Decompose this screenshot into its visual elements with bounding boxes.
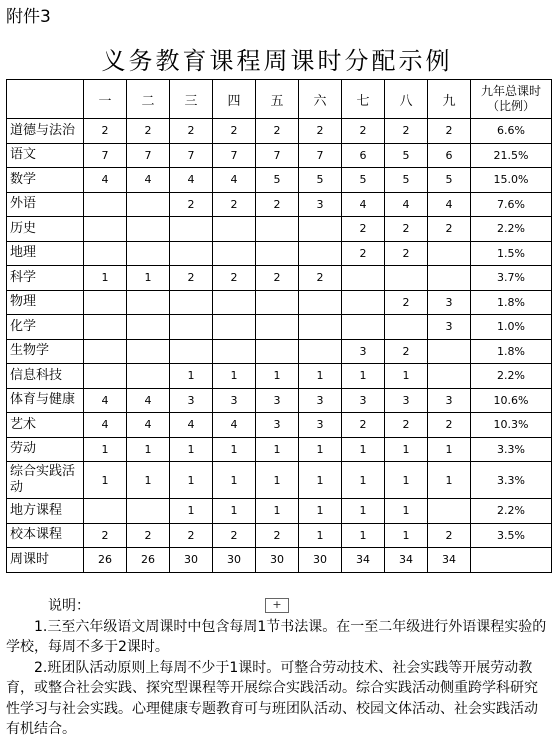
- percentage-cell: 3.7%: [471, 266, 552, 291]
- hours-cell: 2: [385, 119, 428, 144]
- hours-cell: 1: [299, 462, 342, 499]
- page-title: 义务教育课程周课时分配示例: [101, 47, 453, 75]
- percentage-cell: 10.3%: [471, 413, 552, 438]
- hours-cell: [428, 266, 471, 291]
- hours-cell: 1: [299, 364, 342, 389]
- hours-cell: 30: [256, 548, 299, 573]
- subject-cell: 劳动: [7, 437, 84, 462]
- hours-cell: [84, 241, 127, 266]
- hours-cell: 2: [256, 119, 299, 144]
- hours-cell: 4: [127, 413, 170, 438]
- hours-cell: 5: [385, 168, 428, 193]
- percentage-cell: 2.2%: [471, 499, 552, 524]
- table-row: [7, 462, 552, 499]
- hours-cell: [342, 290, 385, 315]
- subject-cell: 科学: [7, 266, 84, 291]
- hours-cell: 1: [256, 462, 299, 499]
- hours-cell: [299, 339, 342, 364]
- hours-cell: [84, 499, 127, 524]
- table-row: [7, 437, 552, 462]
- percentage-cell: 15.0%: [471, 168, 552, 193]
- hours-cell: 3: [299, 192, 342, 217]
- hours-cell: 7: [256, 143, 299, 168]
- hours-cell: 34: [385, 548, 428, 573]
- hours-cell: 3: [256, 413, 299, 438]
- subject-cell: 化学: [7, 315, 84, 340]
- hours-cell: [256, 315, 299, 340]
- hours-cell: 2: [342, 413, 385, 438]
- hours-cell: 4: [428, 192, 471, 217]
- hours-cell: 2: [213, 266, 256, 291]
- hours-cell: [84, 339, 127, 364]
- percentage-cell: 6.6%: [471, 119, 552, 144]
- grade-header: 二: [127, 80, 170, 119]
- hours-cell: [342, 266, 385, 291]
- hours-cell: [127, 499, 170, 524]
- hours-cell: 3: [342, 339, 385, 364]
- hours-cell: 26: [127, 548, 170, 573]
- hours-cell: 4: [342, 192, 385, 217]
- grade-header: 一: [84, 80, 127, 119]
- hours-cell: 34: [342, 548, 385, 573]
- hours-cell: 2: [428, 119, 471, 144]
- hours-cell: 1: [342, 364, 385, 389]
- subject-cell: 校本课程: [7, 523, 84, 548]
- hours-cell: 2: [428, 523, 471, 548]
- table-row: [7, 290, 552, 315]
- hours-cell: 1: [84, 437, 127, 462]
- hours-cell: 1: [170, 499, 213, 524]
- hours-cell: [213, 339, 256, 364]
- hours-cell: [256, 241, 299, 266]
- table-row: [7, 192, 552, 217]
- subject-cell: 数学: [7, 168, 84, 193]
- hours-cell: [256, 217, 299, 242]
- hours-cell: 1: [170, 437, 213, 462]
- subject-cell: 历史: [7, 217, 84, 242]
- grade-header: 九: [428, 80, 471, 119]
- hours-cell: 1: [84, 266, 127, 291]
- hours-cell: 3: [428, 290, 471, 315]
- hours-cell: 1: [342, 462, 385, 499]
- hours-cell: 3: [428, 315, 471, 340]
- hours-cell: 1: [213, 462, 256, 499]
- hours-cell: 1: [170, 462, 213, 499]
- hours-cell: [299, 241, 342, 266]
- subject-cell: 语文: [7, 143, 84, 168]
- percentage-cell: 1.8%: [471, 290, 552, 315]
- hours-cell: [299, 217, 342, 242]
- hours-cell: 4: [170, 168, 213, 193]
- hours-cell: 4: [127, 388, 170, 413]
- hours-cell: 7: [127, 143, 170, 168]
- hours-cell: 3: [299, 388, 342, 413]
- percentage-cell: 7.6%: [471, 192, 552, 217]
- hours-cell: 2: [170, 266, 213, 291]
- hours-cell: 30: [299, 548, 342, 573]
- hours-cell: 1: [256, 437, 299, 462]
- hours-cell: 1: [170, 364, 213, 389]
- table-row: [7, 266, 552, 291]
- percentage-cell: 3.3%: [471, 437, 552, 462]
- table-row: [7, 339, 552, 364]
- hours-cell: 3: [428, 388, 471, 413]
- hours-cell: [170, 339, 213, 364]
- hours-cell: 4: [213, 168, 256, 193]
- subject-cell: 综合实践活动: [7, 462, 84, 499]
- hours-cell: 1: [213, 437, 256, 462]
- hours-cell: [428, 364, 471, 389]
- percentage-cell: 2.2%: [471, 364, 552, 389]
- hours-cell: [127, 339, 170, 364]
- hours-cell: 2: [170, 192, 213, 217]
- hours-cell: 1: [299, 523, 342, 548]
- percentage-cell: 2.2%: [471, 217, 552, 242]
- hours-cell: 7: [299, 143, 342, 168]
- hours-cell: 2: [342, 217, 385, 242]
- grade-header: 六: [299, 80, 342, 119]
- hours-cell: 2: [84, 119, 127, 144]
- percentage-cell: 10.6%: [471, 388, 552, 413]
- hours-cell: 1: [428, 437, 471, 462]
- hours-cell: 1: [342, 523, 385, 548]
- table-row: [7, 499, 552, 524]
- notes-label: 说明：: [48, 598, 90, 614]
- hours-cell: 2: [385, 241, 428, 266]
- hours-cell: 3: [385, 388, 428, 413]
- hours-cell: [127, 217, 170, 242]
- schedule-table: [6, 79, 552, 573]
- hours-cell: 34: [428, 548, 471, 573]
- hours-cell: [213, 241, 256, 266]
- hours-cell: 1: [127, 462, 170, 499]
- hours-cell: [84, 315, 127, 340]
- hours-cell: [170, 217, 213, 242]
- hours-cell: 2: [170, 119, 213, 144]
- hours-cell: 2: [385, 217, 428, 242]
- hours-cell: [127, 192, 170, 217]
- hours-cell: 1: [127, 437, 170, 462]
- hours-cell: 1: [299, 437, 342, 462]
- percentage-cell: 21.5%: [471, 143, 552, 168]
- hours-cell: 2: [170, 523, 213, 548]
- hours-cell: [428, 499, 471, 524]
- hours-cell: 4: [84, 413, 127, 438]
- hours-cell: 1: [256, 499, 299, 524]
- hours-cell: [428, 339, 471, 364]
- hours-cell: 3: [170, 388, 213, 413]
- expand-button[interactable]: +: [265, 598, 289, 613]
- hours-cell: [84, 364, 127, 389]
- subject-cell: 外语: [7, 192, 84, 217]
- hours-cell: 4: [84, 168, 127, 193]
- hours-cell: 2: [428, 413, 471, 438]
- hours-cell: [428, 241, 471, 266]
- hours-cell: 30: [170, 548, 213, 573]
- hours-cell: [127, 364, 170, 389]
- header-corner: [7, 80, 84, 119]
- hours-cell: 4: [385, 192, 428, 217]
- attachment-label: 附件3: [6, 7, 51, 27]
- hours-cell: [213, 290, 256, 315]
- hours-cell: 2: [256, 523, 299, 548]
- subject-cell: 地方课程: [7, 499, 84, 524]
- hours-cell: 2: [84, 523, 127, 548]
- hours-cell: [84, 192, 127, 217]
- hours-cell: 1: [213, 364, 256, 389]
- hours-cell: 6: [342, 143, 385, 168]
- hours-cell: 2: [385, 413, 428, 438]
- hours-cell: [385, 266, 428, 291]
- table-row: [7, 413, 552, 438]
- grade-header: 七: [342, 80, 385, 119]
- hours-cell: 4: [127, 168, 170, 193]
- hours-cell: 2: [127, 119, 170, 144]
- hours-cell: [127, 241, 170, 266]
- hours-cell: [127, 290, 170, 315]
- hours-cell: 1: [299, 499, 342, 524]
- table-row: [7, 119, 552, 144]
- table-row: [7, 523, 552, 548]
- hours-cell: [342, 315, 385, 340]
- subject-cell: 生物学: [7, 339, 84, 364]
- hours-cell: [170, 241, 213, 266]
- hours-cell: 2: [256, 192, 299, 217]
- table-row: [7, 548, 552, 573]
- subject-cell: 体育与健康: [7, 388, 84, 413]
- hours-cell: 4: [170, 413, 213, 438]
- hours-cell: [84, 217, 127, 242]
- hours-cell: 2: [385, 290, 428, 315]
- grade-header: 五: [256, 80, 299, 119]
- hours-cell: 1: [385, 364, 428, 389]
- hours-cell: [213, 217, 256, 242]
- hours-cell: 2: [213, 119, 256, 144]
- note-item: 1.三至六年级语文周课时中包含每周1节书法课。在一至二年级进行外语课程实验的学校，每周不多于2课时。: [6, 618, 547, 655]
- hours-cell: 1: [428, 462, 471, 499]
- percentage-cell: [471, 548, 552, 573]
- subject-cell: 道德与法治: [7, 119, 84, 144]
- hours-cell: 7: [170, 143, 213, 168]
- hours-cell: 2: [428, 217, 471, 242]
- grade-header: 八: [385, 80, 428, 119]
- hours-cell: 1: [256, 364, 299, 389]
- percentage-cell: 3.3%: [471, 462, 552, 499]
- table-row: [7, 143, 552, 168]
- hours-cell: 2: [127, 523, 170, 548]
- hours-cell: 1: [84, 462, 127, 499]
- hours-cell: [84, 290, 127, 315]
- hours-cell: 5: [428, 168, 471, 193]
- hours-cell: [256, 290, 299, 315]
- table-row: [7, 364, 552, 389]
- hours-cell: [299, 290, 342, 315]
- hours-cell: 3: [213, 388, 256, 413]
- hours-cell: 4: [84, 388, 127, 413]
- table-row: [7, 388, 552, 413]
- hours-cell: 5: [342, 168, 385, 193]
- hours-cell: [256, 339, 299, 364]
- grade-header: 三: [170, 80, 213, 119]
- hours-cell: 1: [213, 499, 256, 524]
- hours-cell: 1: [342, 499, 385, 524]
- subject-cell: 信息科技: [7, 364, 84, 389]
- table-row: [7, 168, 552, 193]
- hours-cell: 26: [84, 548, 127, 573]
- hours-cell: 2: [342, 119, 385, 144]
- hours-cell: 2: [342, 241, 385, 266]
- hours-cell: 1: [385, 462, 428, 499]
- percentage-cell: 1.0%: [471, 315, 552, 340]
- subject-cell: 地理: [7, 241, 84, 266]
- hours-cell: 2: [213, 523, 256, 548]
- hours-cell: 1: [127, 266, 170, 291]
- hours-cell: 1: [385, 499, 428, 524]
- hours-cell: 4: [213, 413, 256, 438]
- hours-cell: 2: [299, 119, 342, 144]
- hours-cell: 1: [342, 437, 385, 462]
- note-item: 2.班团队活动原则上每周不少于1课时。可整合劳动技术、社会实践等开展劳动教育，或整合社会实践、探究型课程等开展综合实践活动。综合实践活动侧重跨学科研究性学习与社会实践。心理健康专题教育可与班团队活动、校园文体活动、社会实践活动有机结合。: [6, 659, 538, 737]
- hours-cell: [385, 315, 428, 340]
- hours-cell: [213, 315, 256, 340]
- percentage-cell: 3.5%: [471, 523, 552, 548]
- hours-cell: 6: [428, 143, 471, 168]
- total-header: 九年总课时（比例）: [471, 80, 552, 119]
- table-row: [7, 241, 552, 266]
- grade-header: 四: [213, 80, 256, 119]
- hours-cell: [299, 315, 342, 340]
- table-row: [7, 217, 552, 242]
- hours-cell: [170, 290, 213, 315]
- hours-cell: [127, 315, 170, 340]
- notes-section: [6, 596, 550, 740]
- hours-cell: 3: [256, 388, 299, 413]
- table-body: [7, 119, 552, 573]
- hours-cell: 30: [213, 548, 256, 573]
- hours-cell: 2: [385, 339, 428, 364]
- hours-cell: 2: [299, 266, 342, 291]
- subject-cell: 艺术: [7, 413, 84, 438]
- hours-cell: 7: [84, 143, 127, 168]
- percentage-cell: 1.8%: [471, 339, 552, 364]
- hours-cell: 5: [385, 143, 428, 168]
- hours-cell: 1: [385, 523, 428, 548]
- hours-cell: 5: [299, 168, 342, 193]
- hours-cell: 5: [256, 168, 299, 193]
- hours-cell: [170, 315, 213, 340]
- hours-cell: 2: [256, 266, 299, 291]
- hours-cell: 7: [213, 143, 256, 168]
- subject-cell: 物理: [7, 290, 84, 315]
- hours-cell: 3: [299, 413, 342, 438]
- hours-cell: 2: [213, 192, 256, 217]
- hours-cell: 1: [385, 437, 428, 462]
- table-row: [7, 315, 552, 340]
- hours-cell: 3: [342, 388, 385, 413]
- subject-cell: 周课时: [7, 548, 84, 573]
- percentage-cell: 1.5%: [471, 241, 552, 266]
- table-header-row: [7, 80, 552, 119]
